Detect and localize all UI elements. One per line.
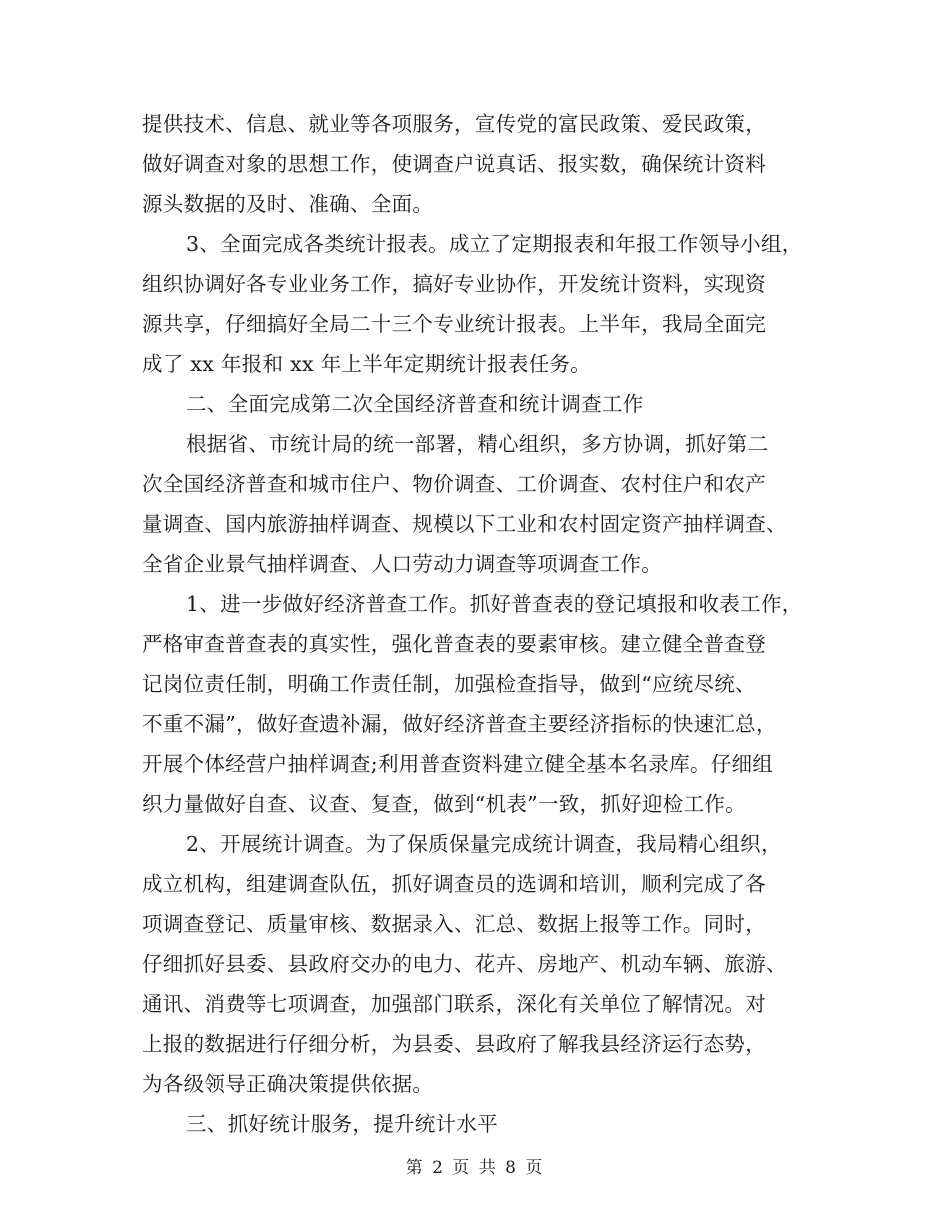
section-heading: 二、全面完成第二次全国经济普查和统计调查工作 xyxy=(186,392,644,416)
text-line: 做好调查对象的思想工作，使调查户说真话、报实数，确保统计资料 xyxy=(142,152,766,176)
text-line: 量调查、国内旅游抽样调查、规模以下工业和农村固定资产抽样调查、 xyxy=(142,512,787,536)
text-line: 源头数据的及时、准确、全面。 xyxy=(142,192,434,216)
text-line: 上报的数据进行仔细分析，为县委、县政府了解我县经济运行态势， xyxy=(142,1032,766,1056)
text-line: 成了 xx 年报和 xx 年上半年定期统计报表任务。 xyxy=(142,352,592,376)
text-line: 开展个体经营户抽样调查;利用普查资料建立健全基本名录库。仔细组 xyxy=(142,752,774,776)
page-number-footer: 第 2 页 共 8 页 xyxy=(405,1158,545,1178)
paragraph-start-line: 2、开展统计调查。为了保质保量完成统计调查，我局精心组织， xyxy=(186,832,782,856)
text-line: 项调查登记、质量审核、数据录入、汇总、数据上报等工作。同时， xyxy=(142,912,766,936)
text-line: 组织协调好各专业业务工作，搞好专业协作，开发统计资料，实现资 xyxy=(142,272,766,296)
section-heading: 三、抓好统计服务，提升统计水平 xyxy=(186,1112,498,1136)
text-line: 提供技术、信息、就业等各项服务，宣传党的富民政策、爱民政策， xyxy=(142,112,766,136)
document-body xyxy=(142,104,822,1144)
text-line: 全省企业景气抽样调查、人口劳动力调查等项调查工作。 xyxy=(142,552,662,576)
text-line: 源共享，仔细搞好全局二十三个专业统计报表。上半年，我局全面完 xyxy=(142,312,766,336)
text-line: 成立机构，组建调查队伍，抓好调查员的选调和培训，顺利完成了各 xyxy=(142,872,766,896)
paragraph-start-line: 根据省、市统计局的统一部署，精心组织，多方协调，抓好第二 xyxy=(186,432,769,456)
text-line: 记岗位责任制，明确工作责任制，加强检查指导，做到“应统尽统、 xyxy=(142,672,756,696)
text-line: 织力量做好自查、议查、复查，做到“机表”一致，抓好迎检工作。 xyxy=(142,792,746,816)
text-line: 严格审查普查表的真实性，强化普查表的要素审核。建立健全普查登 xyxy=(142,632,766,656)
paragraph-start-line: 1、进一步做好经济普查工作。抓好普查表的登记填报和收表工作， xyxy=(186,592,803,616)
text-line: 次全国经济普查和城市住户、物价调查、工价调查、农村住户和农产 xyxy=(142,472,766,496)
text-line: 为各级领导正确决策提供依据。 xyxy=(142,1072,434,1096)
text-line: 不重不漏”，做好查遗补漏，做好经济普查主要经济指标的快速汇总， xyxy=(142,712,777,736)
text-line: 通讯、消费等七项调查，加强部门联系，深化有关单位了解情况。对 xyxy=(142,992,766,1016)
text-line: 仔细抓好县委、县政府交办的电力、花卉、房地产、机动车辆、旅游、 xyxy=(142,952,787,976)
paragraph-start-line: 3、全面完成各类统计报表。成立了定期报表和年报工作领导小组， xyxy=(186,232,803,256)
